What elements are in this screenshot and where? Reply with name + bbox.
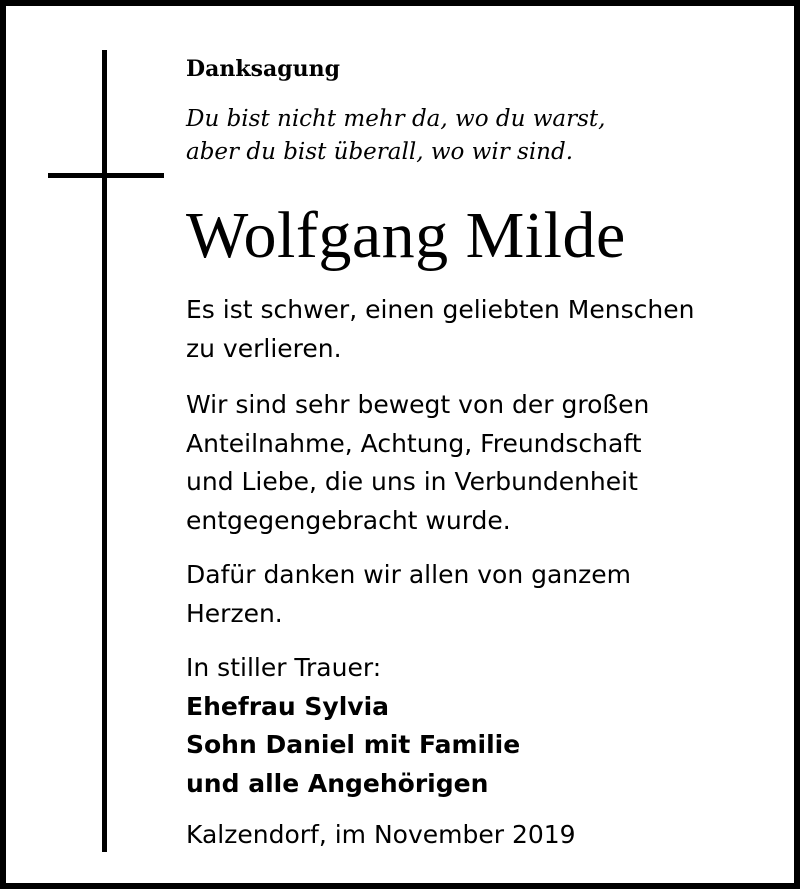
text-line: Wir sind sehr bewegt von der großen [186,390,650,419]
text-line: Anteilnahme, Achtung, Freundschaft [186,428,642,458]
memorial-quote [186,103,605,169]
text-line: Es ist schwer, einen geliebten Menschen [186,295,695,324]
paragraph-thanks [186,556,631,633]
notice-heading: Danksagung [186,56,340,82]
deceased-name: Wolfgang Milde [186,199,626,272]
mourner-name: Ehefrau Sylvia [186,691,390,721]
text-line: Herzen. [186,598,283,628]
paragraph-gratitude [186,386,649,540]
quote-line: aber du bist überall, wo wir sind. [186,139,574,165]
text-line: entgegengebracht wurde. [186,505,511,535]
text-line: Dafür danken wir allen von ganzem [186,560,632,589]
mourning-intro: In stiller Trauer: [186,653,382,682]
text-line: zu verlieren. [186,333,342,363]
mourners-block [186,649,520,803]
cross-horizontal-bar [48,173,164,178]
place-date: Kalzendorf, im November 2019 [186,820,576,849]
text-line: und Liebe, die uns in Verbundenheit [186,467,638,496]
paragraph-loss [186,291,694,368]
mourner-name: Sohn Daniel mit Familie [186,730,521,759]
cross-vertical-bar [102,50,107,852]
quote-line: Du bist nicht mehr da, wo du warst, [186,106,606,132]
mourner-name: und alle Angehörigen [186,768,489,798]
